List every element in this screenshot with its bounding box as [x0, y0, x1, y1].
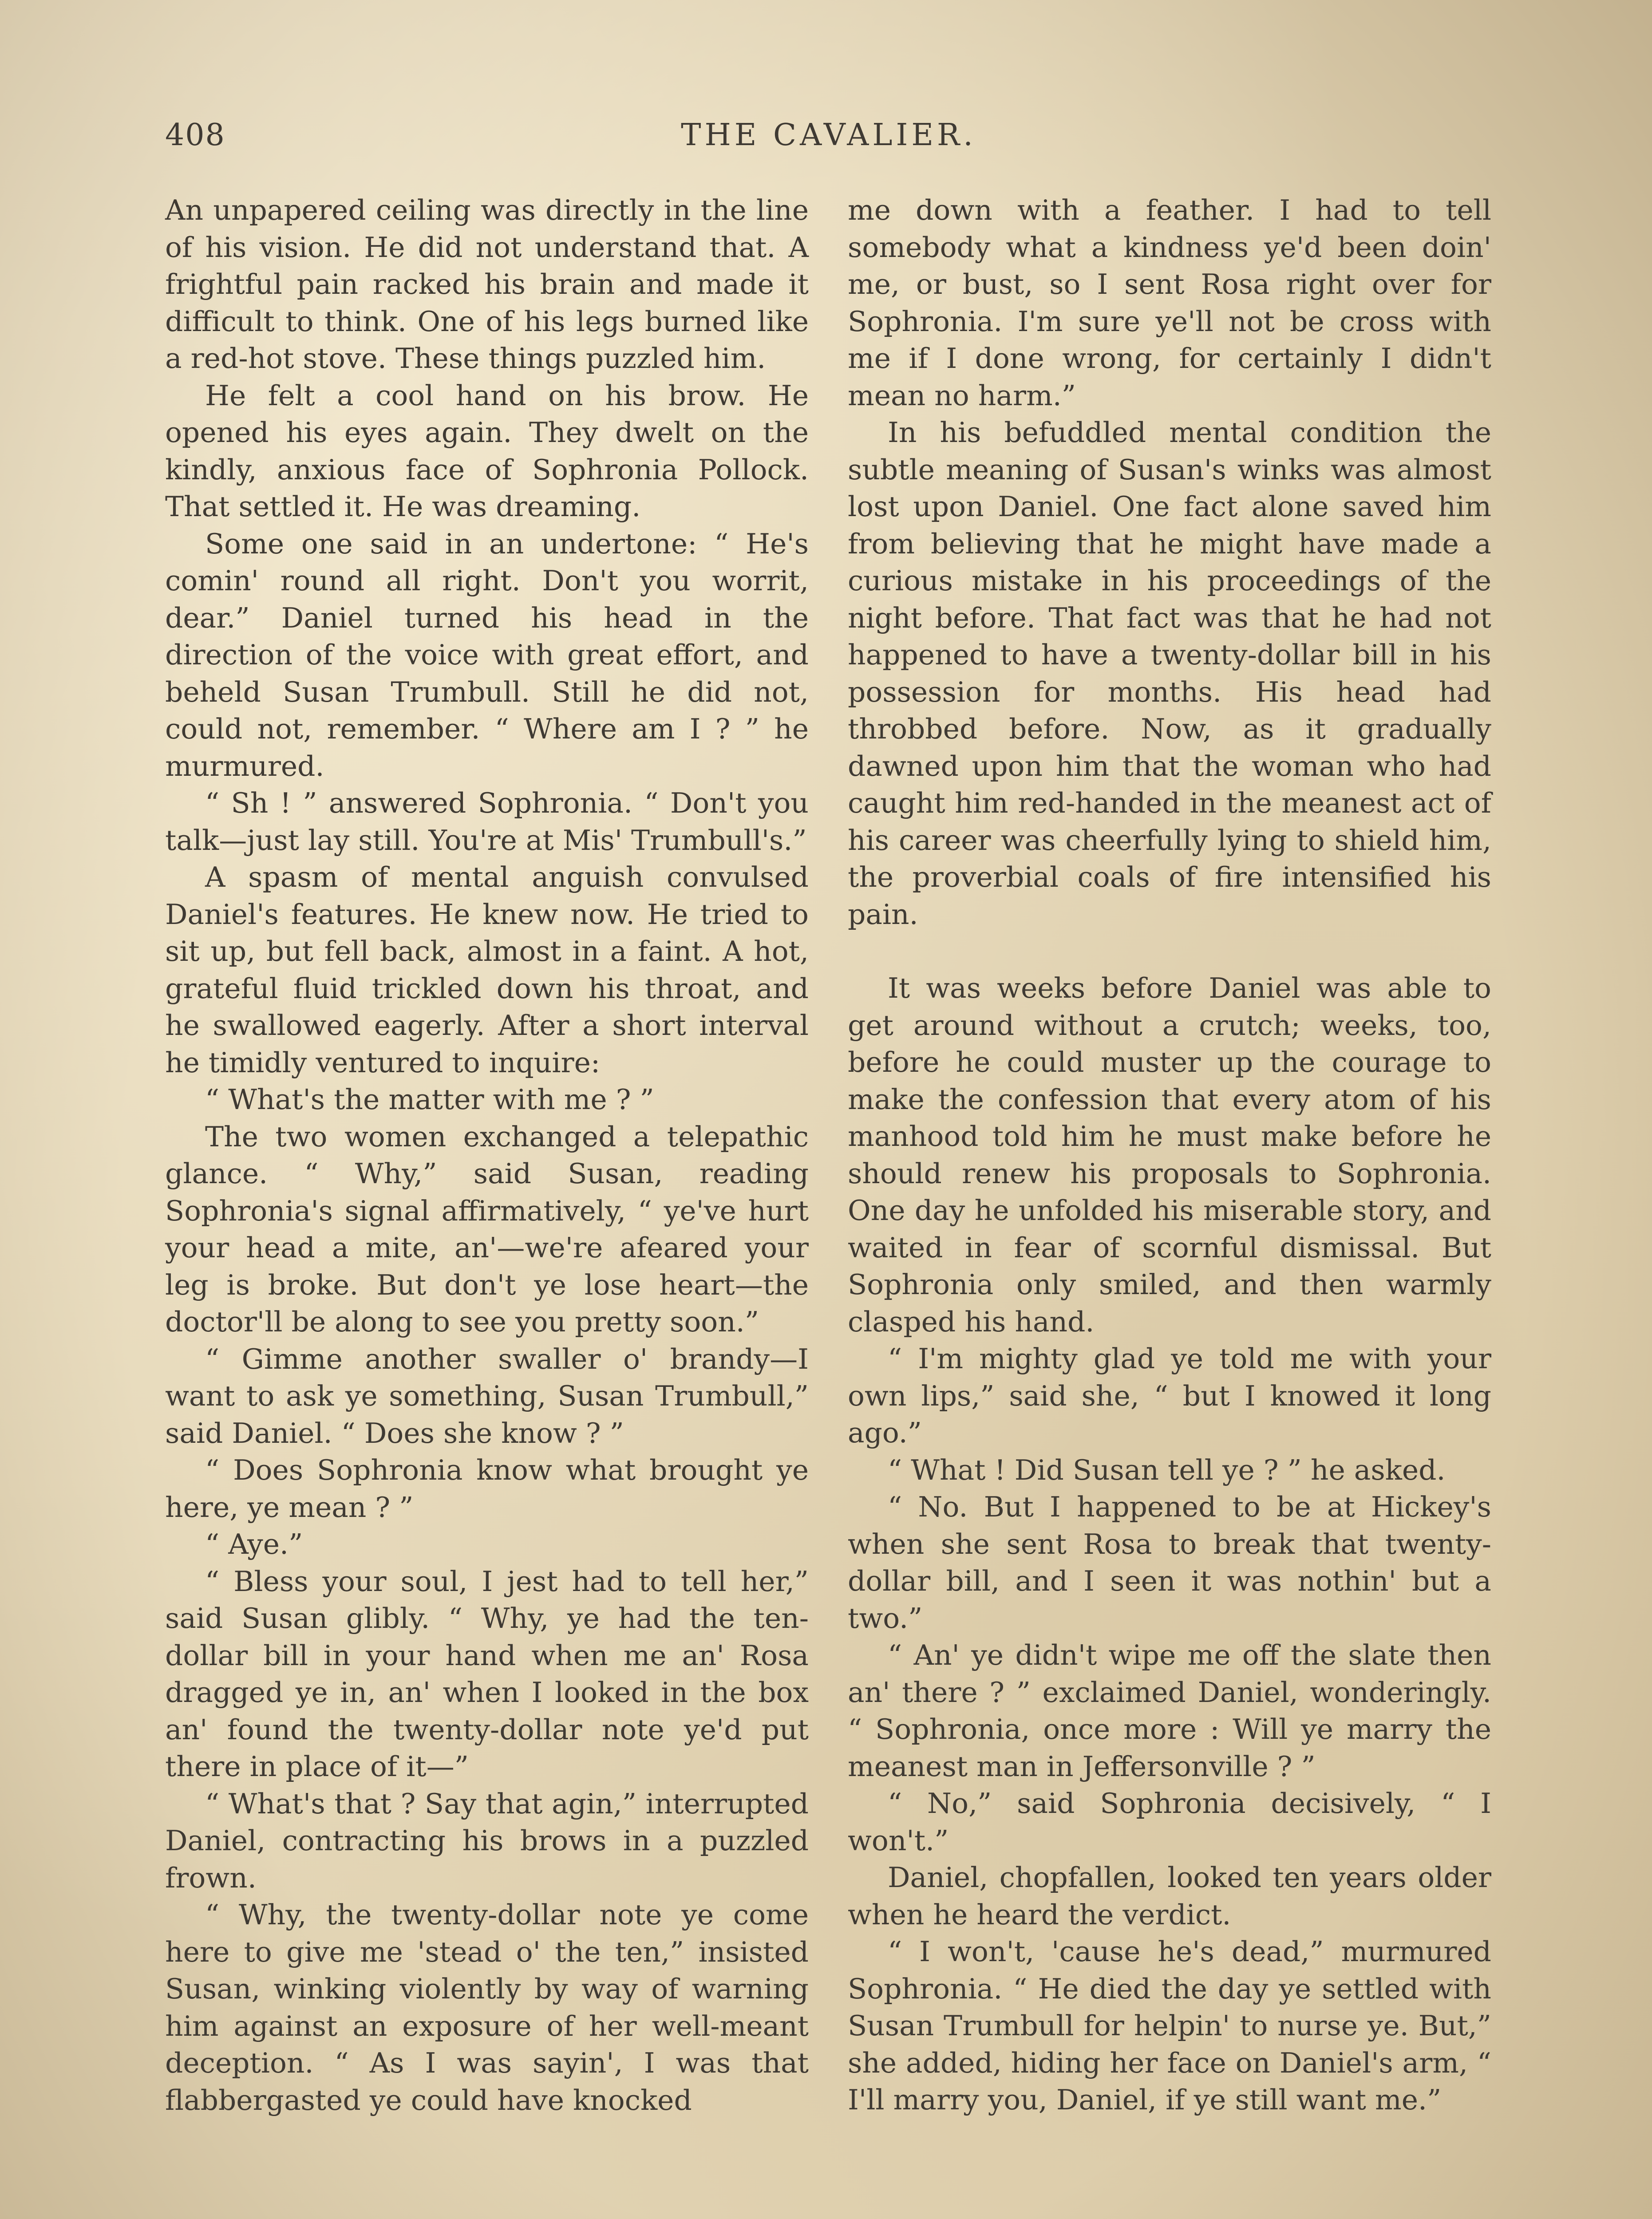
paragraph: “ No,” said Sophronia decisively, “ I won't.”	[848, 1787, 1491, 1857]
paragraph: A spasm of mental anguish convulsed Daniel's features. He knew now. He tried to sit up, but fell back, almost in a faint. A hot, grateful fluid trickled down his throat, and he swallowed eagerly. After a short interval he timidly ventured to inquire:	[165, 861, 809, 1079]
paragraph: The two women exchanged a telepathic glance. “ Why,” said Susan, reading Sophronia's signal affirmatively, “ ye've hurt your head a mite, an'—we're afeared your leg is broke. But don't ye lose heart—the doctor'll be along to see you pretty soon.”	[165, 1120, 809, 1338]
paragraph: “ I'm mighty glad ye told me with your own lips,” said she, “ but I knowed it long ago.”	[848, 1342, 1491, 1449]
paragraph: “ Does Sophronia know what brought ye here, ye mean ? ”	[165, 1454, 809, 1524]
right-column	[848, 192, 1491, 2119]
paragraph: me down with a feather. I had to tell somebody what a kindness ye'd been doin' me, or bust, so I sent Rosa right over for Sophronia. I'm sure ye'll not be cross with me if I done wrong, for certainly I didn't mean no harm.”	[848, 194, 1491, 412]
paragraph: “ Sh ! ” answered Sophronia. “ Don't you talk—just lay still. You're at Mis' Trumbull's.”	[165, 787, 809, 857]
paragraph: Some one said in an undertone: “ He's comin' round all right. Don't you worrit, dear.” Daniel turned his head in the direction of the voice with great effort, and beheld Susan Trumbull. Still he did not, could not, remember. “ Where am I ? ” he murmured.	[165, 527, 809, 782]
running-title: THE CAVALIER.	[681, 118, 976, 153]
paragraph: It was weeks before Daniel was able to get around without a crutch; weeks, too, before he could muster up the courage to make the confession that every atom of his manhood told him he must make before he should renew his proposals to Sophronia. One day he unfolded his miserable story, and waited in fear of scornful dismissal. But Sophronia only smiled, and then warmly clasped his hand.	[848, 972, 1491, 1338]
paragraph: “ No. But I happened to be at Hickey's when she sent Rosa to break that twenty-dollar bill, and I seen it was nothin' but a two.”	[848, 1491, 1491, 1635]
paragraph: “ What's the matter with me ? ”	[205, 1083, 654, 1116]
paragraph: In his befuddled mental condition the subtle meaning of Susan's winks was almost lost upon Daniel. One fact alone saved him from believing that he might have made a curious mistake in his proceedings of the night before. That fact was that he had not happened to have a twenty-dollar bill in his possession for months. His head had throbbed before. Now, as it gradually dawned upon him that the woman who had caught him red-handed in the meanest act of his career was cheerfully lying to shield him, the proverbial coals of fire intensified his pain.	[848, 416, 1491, 931]
paragraph: “ Aye.”	[205, 1528, 303, 1560]
paragraph: “ Gimme another swaller o' brandy—I want to ask ye something, Susan Trumbull,” said Daniel. “ Does she know ? ”	[165, 1342, 809, 1449]
page-number: 408	[165, 118, 225, 153]
left-column	[165, 192, 809, 2119]
paragraph: “ Bless your soul, I jest had to tell her,” said Susan glibly. “ Why, ye had the ten-dollar bill in your hand when me an' Rosa dragged ye in, an' when I looked in the box an' found the twenty-dollar note ye'd put there in place of it—”	[165, 1565, 809, 1783]
paragraph: An unpapered ceiling was directly in the line of his vision. He did not understand that. A frightful pain racked his brain and made it difficult to think. One of his legs burned like a red-hot stove. These things puzzled him.	[165, 194, 809, 375]
paragraph: “ What ! Did Susan tell ye ? ” he asked.	[888, 1453, 1446, 1486]
paragraph: “ I won't, 'cause he's dead,” murmured Sophronia. “ He died the day ye settled with Susan Trumbull for helpin' to nurse ye. But,” she added, hiding her face on Daniel's arm, “ I'll marry you, Daniel, if ye still want me.”	[848, 1935, 1491, 2116]
page-header	[165, 118, 1492, 166]
paragraph: He felt a cool hand on his brow. He opened his eyes again. They dwelt on the kindly, anxious face of Sophronia Pollock. That settled it. He was dreaming.	[165, 379, 809, 523]
paragraph: Daniel, chopfallen, looked ten years older when he heard the verdict.	[848, 1861, 1491, 1931]
paragraph: “ An' ye didn't wipe me off the slate then an' there ? ” exclaimed Daniel, wonderingly. “ Sophronia, once more : Will ye marry the meanest man in Jeffersonville ? ”	[848, 1639, 1491, 1783]
paragraph: “ Why, the twenty-dollar note ye come here to give me 'stead o' the ten,” insisted Susan, winking violently by way of warning him against an exposure of her well-meant deception. “ As I was sayin', I was that flabbergasted ye could have knocked	[165, 1899, 809, 2116]
paragraph: “ What's that ? Say that agin,” interrupted Daniel, contracting his brows in a puzzled frown.	[165, 1787, 809, 1894]
